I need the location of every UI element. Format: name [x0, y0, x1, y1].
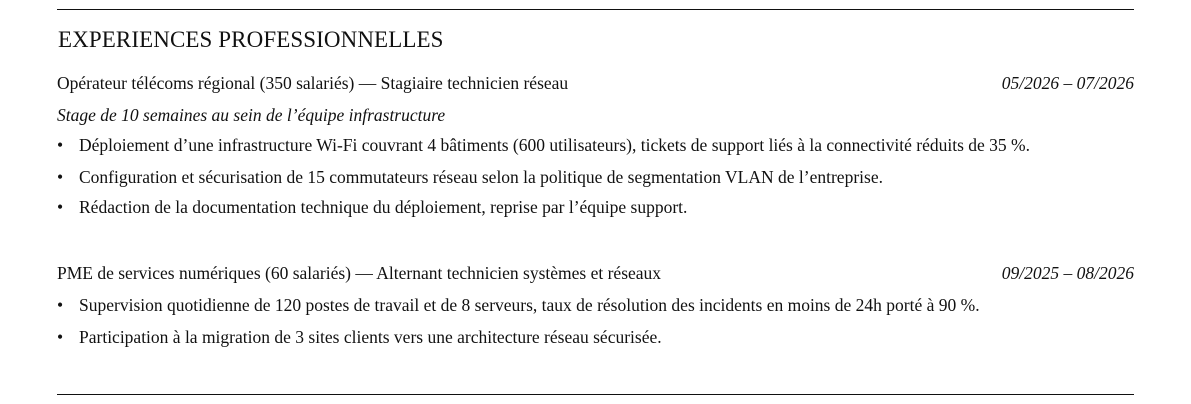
bullet-text: Rédaction de la documentation technique du déploiement, reprise par l’équipe support. [79, 197, 688, 217]
job-dates-1: 05/2026 – 07/2026 [1001, 73, 1134, 93]
job-header-2 [57, 262, 1134, 284]
job-title-1: Opérateur télécoms régional (350 salariés) — Stagiaire technicien réseau [57, 73, 569, 93]
bullet-icon: • [57, 295, 64, 315]
job-title-2: PME de services numériques (60 salariés) — Alternant technicien systèmes et réseaux [57, 263, 662, 283]
job-bullets-2 [57, 291, 1134, 353]
job-header-1 [57, 72, 1134, 94]
list-item [57, 193, 1134, 221]
bullet-text: Supervision quotidienne de 120 postes de travail et de 8 serveurs, taux de résolution des incidents en moins de 24h porté à 90 %. [79, 295, 980, 315]
bullet-text: Configuration et sécurisation de 15 commutateurs réseau selon la politique de segmentation VLAN de l’entreprise. [79, 167, 883, 187]
section-title: EXPERIENCES PROFESSIONNELLES [58, 27, 444, 52]
list-item [57, 163, 1134, 191]
top-divider [57, 9, 1134, 10]
job-bullets-1 [57, 131, 1134, 223]
bullet-text: Participation à la migration de 3 sites clients vers une architecture réseau sécurisée. [79, 327, 662, 347]
list-item [57, 323, 1134, 351]
list-item [57, 131, 1134, 159]
job-subtitle-1: Stage de 10 semaines au sein de l’équipe infrastructure [57, 105, 446, 125]
bullet-icon: • [57, 135, 64, 155]
bullet-icon: • [57, 327, 64, 347]
job-dates-2: 09/2025 – 08/2026 [1001, 263, 1134, 283]
list-item [57, 291, 1134, 319]
bullet-icon: • [57, 197, 64, 217]
bottom-divider [57, 394, 1134, 395]
bullet-text: Déploiement d’une infrastructure Wi-Fi couvrant 4 bâtiments (600 utilisateurs), tickets de support liés à la connectivité réduits de 35 %. [79, 135, 1031, 155]
bullet-icon: • [57, 167, 64, 187]
